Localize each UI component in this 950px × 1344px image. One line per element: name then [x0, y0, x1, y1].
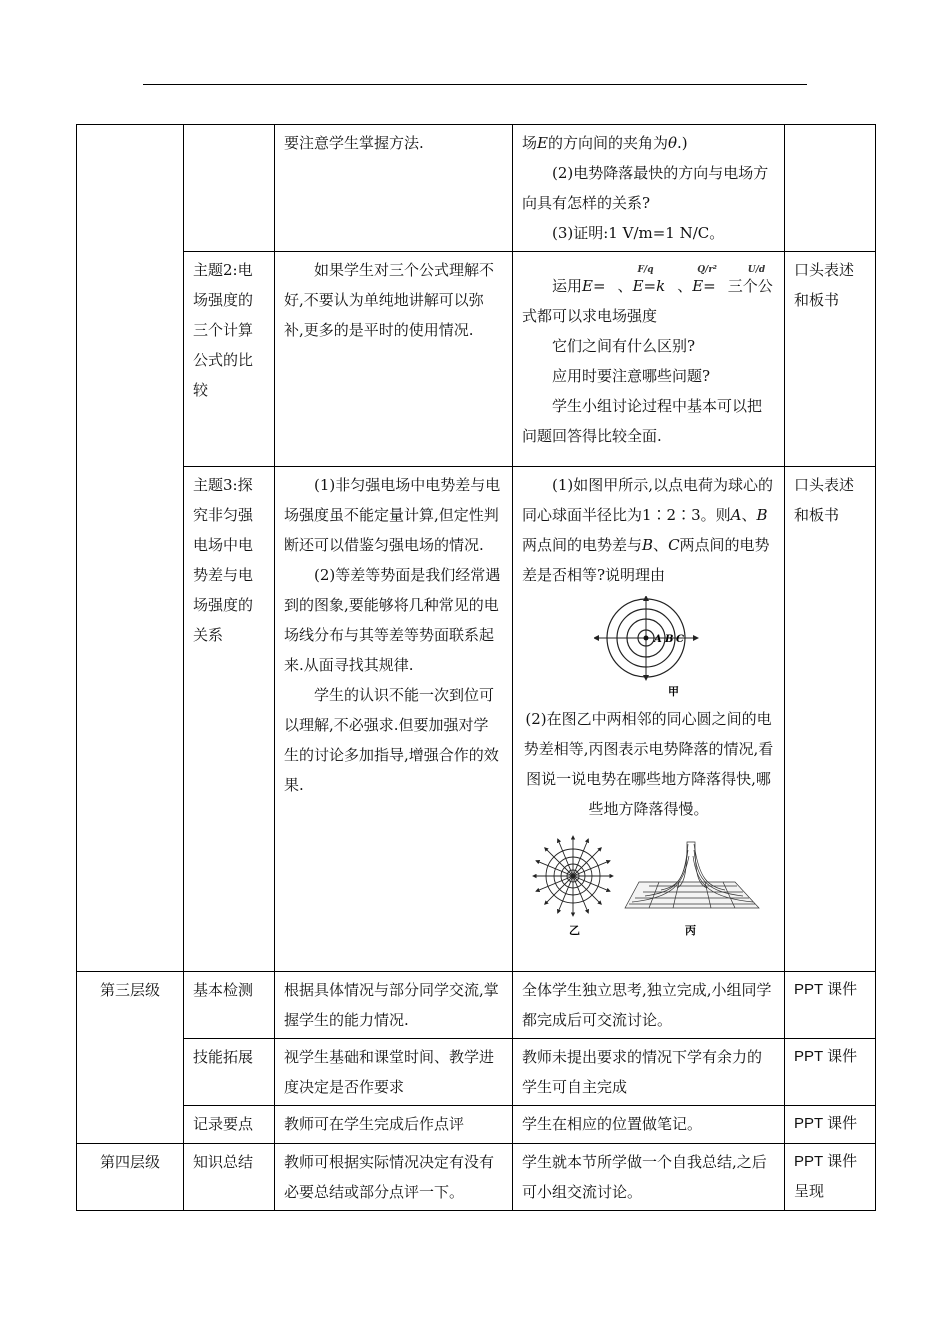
formula-line: 运用E= F/q 、E=k Q/r² 、E= U/d 三个公式都可以求电场强度: [522, 265, 773, 325]
topic-text: 主题2:电场强度的三个计算公式的比较: [193, 261, 254, 399]
method-text: PPT 课件: [794, 981, 858, 998]
topic-cell: [184, 1144, 275, 1211]
method-text: PPT 课件: [794, 1048, 858, 1065]
level-text: 第四层级: [99, 1153, 160, 1171]
topic-text: 基本检测: [193, 981, 254, 999]
activity-text: 学生就本节所学做一个自我总结,之后可小组交流讨论。: [522, 1153, 767, 1201]
student-activity-cell: [513, 1039, 785, 1106]
guidance-text: (2)等差等势面是我们经常遇到的图象,要能够将几种常见的电场线分布与其等差等势面联系起来.从面寻找其规律.: [284, 566, 501, 674]
activity-text: (2)在图乙中两相邻的同心圆之间的电势差相等,丙图表示电势降落的情况,看图说一说电势在哪些地方降落得快,哪些地方降落得慢。: [523, 710, 774, 818]
teacher-guidance-cell: [275, 972, 513, 1039]
table-row: [77, 972, 876, 1039]
header-rule: [143, 84, 807, 85]
method-cell: [785, 972, 876, 1039]
activity-text: (3)证明:1 V/m=1 N/C。: [552, 224, 725, 242]
method-cell-empty: [785, 125, 876, 252]
activity-text: 全体学生独立思考,独立完成,小组同学都完成后可交流讨论。: [522, 981, 772, 1029]
level-text: 第三层级: [99, 981, 160, 999]
field-line: [544, 848, 572, 876]
topic-text: 记录要点: [193, 1115, 254, 1133]
table-row: [77, 125, 876, 252]
potential-surface-figure: [625, 842, 759, 908]
potential-figures: [529, 830, 769, 938]
method-cell: [785, 1039, 876, 1106]
method-text: PPT 课件呈现: [794, 1153, 858, 1200]
table-row: [77, 252, 876, 467]
figure-caption: 乙: [568, 924, 580, 937]
guidance-text: 要注意学生掌握方法.: [284, 134, 424, 152]
student-activity-cell: [513, 467, 785, 972]
topic-text: 主题3:探究非匀强电场中电势差与电场强度的关系: [193, 476, 254, 644]
topic-cell: [184, 252, 275, 467]
teacher-guidance-cell: [275, 1106, 513, 1144]
activity-text: 场E的方向间的夹角为θ.): [522, 134, 688, 152]
activity-text: 学生在相应的位置做笔记。: [522, 1115, 703, 1133]
field-line: [544, 876, 572, 904]
activity-text: (1)如图甲所示,以点电荷为球心的同心球面半径比为1∶2∶3。则A、B两点间的电势差与B、C两点间的电势差是否相等?说明理由: [522, 476, 774, 584]
activity-text: 它们之间有什么区别?: [552, 337, 696, 355]
teacher-guidance-cell: [275, 1144, 513, 1211]
student-activity-cell: [513, 125, 785, 252]
level-cell: [77, 1144, 184, 1211]
point-b-label: B: [664, 634, 673, 645]
guidance-text: 教师可根据实际情况决定有没有必要总结或部分点评一下。: [284, 1153, 495, 1201]
guidance-text: 学生的认识不能一次到位可以理解,不必强求.但要加强对学生的讨论多加指导,增强合作的效果.: [284, 686, 499, 794]
teacher-guidance-cell: [275, 467, 513, 972]
table-row: [77, 467, 876, 972]
teacher-guidance-cell: [275, 252, 513, 467]
topic-cell: [184, 1039, 275, 1106]
topic-cell: [184, 467, 275, 972]
topic-cell: [184, 972, 275, 1039]
field-line: [573, 848, 601, 876]
activity-text: (2)电势降落最快的方向与电场方向具有怎样的关系?: [522, 164, 769, 212]
guidance-text: 视学生基础和课堂时间、教学进度决定是否作要求: [284, 1048, 495, 1096]
guidance-text: 根据具体情况与部分同学交流,掌握学生的能力情况.: [284, 981, 499, 1029]
activity-text: 应用时要注意哪些问题?: [552, 367, 711, 385]
field-line: [573, 876, 601, 904]
guidance-text: (1)非匀强电场中电势差与电场强度虽不能定量计算,但定性判断还可以借鉴匀强电场的情况.: [284, 476, 501, 554]
point-a-label: A: [653, 634, 662, 645]
method-cell: [785, 1106, 876, 1144]
student-activity-cell: [513, 252, 785, 467]
method-text: 口头表述和板书: [794, 261, 855, 309]
teacher-guidance-cell: [275, 1039, 513, 1106]
topic-text: 技能拓展: [193, 1048, 254, 1066]
point-c-label: C: [675, 634, 684, 645]
lesson-plan-table: [76, 124, 876, 1211]
topic-cell-empty: [184, 125, 275, 252]
table-row: [77, 1106, 876, 1144]
figure-caption: 丙: [684, 924, 696, 937]
radial-field-figure: [533, 836, 613, 916]
method-cell: [785, 1144, 876, 1211]
guidance-text: 如果学生对三个公式理解不好,不要认为单纯地讲解可以弥补,更多的是平时的使用情况.: [284, 261, 495, 339]
teacher-guidance-cell: [275, 125, 513, 252]
method-cell: [785, 252, 876, 467]
concentric-circles-figure: [594, 596, 704, 700]
activity-text: 学生小组讨论过程中基本可以把问题回答得比较全面.: [522, 397, 763, 445]
level-cell-empty: [77, 125, 184, 972]
student-activity-cell: [513, 1106, 785, 1144]
method-text: 口头表述和板书: [794, 476, 855, 524]
table-row: [77, 1144, 876, 1211]
guidance-text: 教师可在学生完成后作点评: [284, 1115, 465, 1133]
topic-text: 知识总结: [193, 1153, 254, 1171]
activity-text: 教师未提出要求的情况下学有余力的学生可自主完成: [522, 1048, 763, 1096]
level-cell: [77, 972, 184, 1144]
student-activity-cell: [513, 1144, 785, 1211]
method-text: PPT 课件: [794, 1115, 858, 1132]
student-activity-cell: [513, 972, 785, 1039]
topic-cell: [184, 1106, 275, 1144]
table-row: [77, 1039, 876, 1106]
method-cell: [785, 467, 876, 972]
figure-caption: 甲: [667, 685, 679, 698]
